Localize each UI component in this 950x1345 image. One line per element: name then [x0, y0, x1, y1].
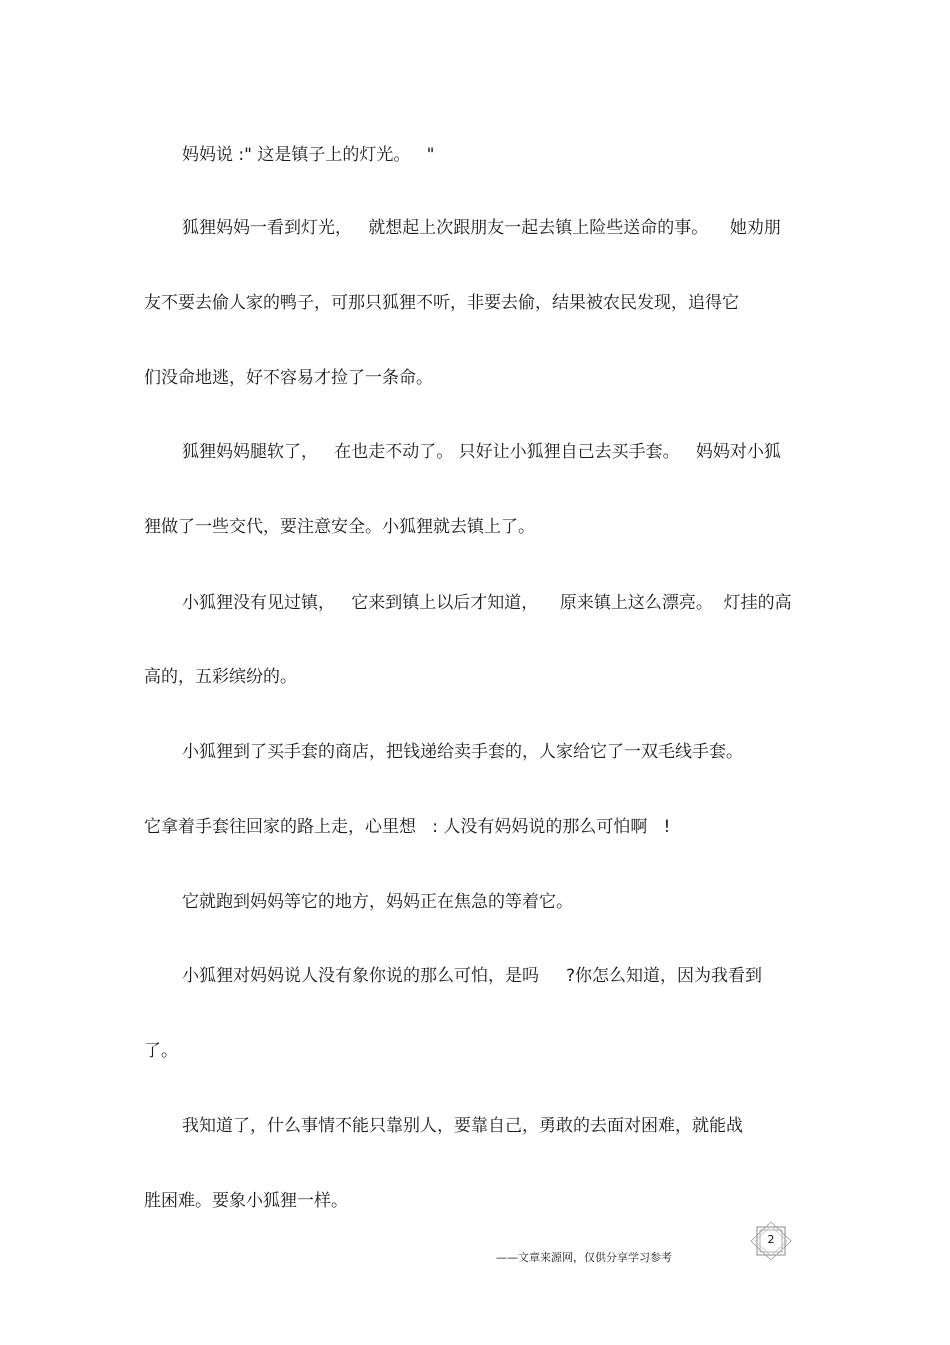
- paragraph-line: 小狐狸到了买手套的商店，把钱递给卖手套的，人家给它了一双毛线手套。: [182, 742, 743, 762]
- paragraph-line: 我知道了，什么事情不能只靠别人，要靠自己，勇敢的去面对困难，就能战: [182, 1116, 743, 1136]
- page-number-badge: [748, 1221, 794, 1261]
- page-number: 2: [767, 1233, 775, 1246]
- paragraph-line: 胜困难。要象小狐狸一样。: [144, 1191, 348, 1211]
- paragraph-line: 了。: [144, 1041, 178, 1061]
- paragraph-line: 友不要去偷人家的鸭子，可那只狐狸不听，非要去偷，结果被农民发现，追得它: [144, 293, 739, 313]
- paragraph-line: 狐狸妈妈一看到灯光， 就想起上次跟朋友一起去镇上险些送命的事。 她劝朋: [182, 218, 781, 238]
- paragraph-line: 狐狸妈妈腿软了， 在也走不动了。 只好让小狐狸自己去买手套。 妈妈对小狐: [182, 442, 781, 462]
- paragraph-line: 们没命地逃，好不容易才捡了一条命。: [144, 368, 433, 388]
- footer-source-note: ——文章来源网，仅供分享学习参考: [496, 1251, 672, 1264]
- paragraph-line: 它拿着手套往回家的路上走，心里想 : 人没有妈妈说的那么可怕啊 !: [144, 817, 671, 837]
- paragraph-line: 高的，五彩缤纷的。: [144, 667, 297, 687]
- paragraph-line: 小狐狸没有见过镇， 它来到镇上以后才知道， 原来镇上这么漂亮。 灯挂的高: [182, 593, 792, 613]
- paragraph-line: 狸做了一些交代，要注意安全。小狐狸就去镇上了。: [144, 517, 535, 537]
- paragraph-line: 它就跑到妈妈等它的地方，妈妈正在焦急的等着它。: [182, 892, 573, 912]
- paragraph-line: 妈妈说 :" 这是镇子上的灯光。 ": [182, 145, 435, 165]
- paragraph-line: 小狐狸对妈妈说人没有象你说的那么可怕，是吗 ?你怎么知道，因为我看到: [182, 966, 763, 986]
